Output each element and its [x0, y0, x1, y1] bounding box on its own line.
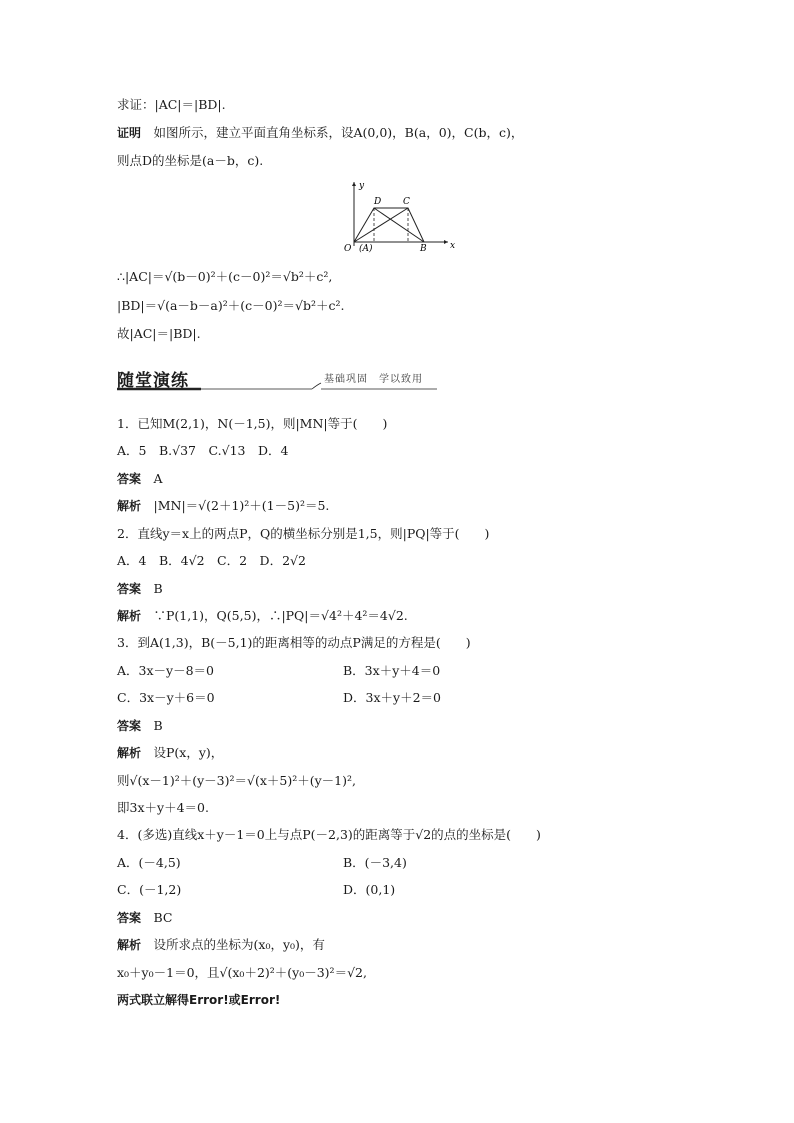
q2-options: A．4 B．4√2 C．2 D．2√2 — [117, 553, 306, 568]
q3-option-c: C．3x－y＋6＝0 — [117, 690, 215, 705]
q1-solution: 解析 |MN|＝√(2＋1)²＋(1－5)²＝5. — [117, 498, 330, 513]
q2-answer: 答案 B — [117, 581, 163, 596]
q3-option-d: D．3x＋y＋2＝0 — [343, 690, 441, 705]
proof-setup: 证明 如图所示，建立平面直角坐标系，设A(0,0)，B(a，0)，C(b，c)， — [117, 125, 524, 140]
section-subtitle: 基础巩固 学以致用 — [324, 374, 423, 385]
proof-point-d: 则点D的坐标是(a－b，c). — [117, 153, 264, 168]
proof-claim: 求证：|AC|＝|BD|. — [117, 97, 226, 112]
q1-stem: 1．已知M(2,1)，N(－1,5)，则|MN|等于( ) — [117, 416, 388, 431]
q3-option-b: B．3x＋y＋4＝0 — [343, 663, 441, 678]
label-x: x — [450, 241, 456, 251]
q2-solution: 解析 ∵P(1,1)，Q(5,5)，∴|PQ|＝√4²＋4²＝4√2. — [117, 608, 408, 623]
q3-solution: 解析 设P(x，y)， — [117, 745, 224, 760]
q2-stem: 2．直线y＝x上的两点P，Q的横坐标分别是1,5，则|PQ|等于( ) — [117, 526, 490, 541]
proof-conclusion: 故|AC|＝|BD|. — [117, 326, 201, 341]
label-o: O — [344, 244, 352, 254]
q4-solution-eq: x₀＋y₀－1＝0，且√(x₀＋2)²＋(y₀－3)²＝√2, — [117, 965, 367, 980]
q3-stem: 3．到A(1,3)，B(－5,1)的距离相等的动点P满足的方程是( ) — [117, 635, 471, 650]
q3-answer: 答案 B — [117, 718, 163, 733]
q4-option-b: B．(－3,4) — [343, 855, 407, 870]
label-c: C — [403, 197, 410, 207]
q3-solution-eq: 则√(x－1)²＋(y－3)²＝√(x＋5)²＋(y－1)², — [117, 773, 356, 788]
trapezoid-figure — [340, 180, 460, 256]
label-a: (A) — [359, 244, 373, 254]
trapezoid-outline — [354, 208, 424, 242]
q4-solution-result: 两式联立解得Error!或Error! — [117, 993, 281, 1007]
q4-solution: 解析 设所求点的坐标为(x₀，y₀)，有 — [117, 937, 325, 952]
x-axis-arrow — [444, 240, 448, 244]
q3-solution-result: 即3x＋y＋4＝0. — [117, 800, 209, 815]
q1-answer: 答案 A — [117, 471, 163, 486]
section-title: 随堂演练 — [117, 371, 189, 391]
section-header — [117, 366, 437, 394]
q1-options: A．5 B.√37 C.√13 D．4 — [117, 443, 289, 458]
section-rule — [117, 366, 437, 394]
proof-ac: ∴|AC|＝√(b－0)²＋(c－0)²＝√b²＋c², — [117, 269, 333, 284]
q4-stem: 4．(多选)直线x＋y－1＝0上与点P(－2,3)的距离等于√2的点的坐标是( ) — [117, 827, 541, 842]
label-y: y — [359, 181, 365, 191]
proof-bd: |BD|＝√(a－b－a)²＋(c－0)²＝√b²＋c². — [117, 298, 345, 313]
q4-option-c: C．(－1,2) — [117, 882, 182, 897]
label-d: D — [374, 197, 382, 207]
q3-option-a: A．3x－y－8＝0 — [117, 663, 214, 678]
label-b: B — [420, 244, 427, 254]
q4-option-a: A．(－4,5) — [117, 855, 181, 870]
q4-option-d: D．(0,1) — [343, 882, 396, 897]
q4-answer: 答案 BC — [117, 910, 173, 925]
y-axis-arrow — [352, 182, 356, 186]
